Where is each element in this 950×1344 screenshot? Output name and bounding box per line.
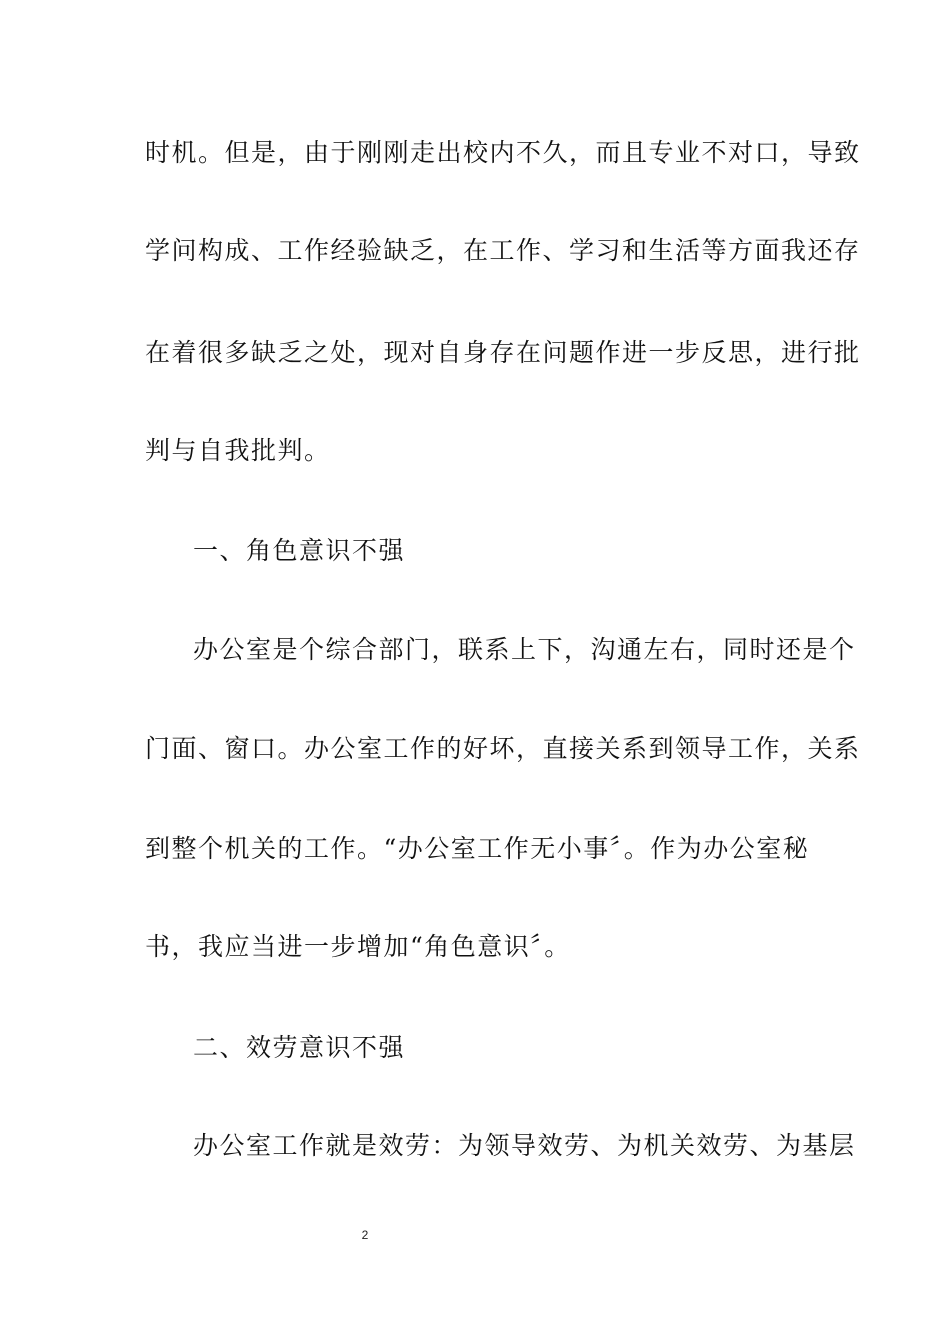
paragraph-line: 时机。但是，由于刚刚走出校内不久，而且专业不对口，导致 [145, 138, 861, 167]
paragraph-line: 判与自我批判。 [145, 436, 331, 465]
paragraph-line: 门面、窗口。办公室工作的好坏，直接关系到领导工作，关系 [145, 734, 861, 763]
section-heading: 二、效劳意识不强 [193, 1033, 406, 1062]
paragraph-line: 到整个机关的工作。“办公室工作无小事〞。作为办公室秘 [145, 834, 810, 863]
paragraph-line: 办公室是个综合部门，联系上下，沟通左右，同时还是个 [193, 635, 856, 664]
paragraph-line: 书，我应当进一步增加“角色意识〞。 [145, 932, 571, 961]
page-number: 2 [361, 1228, 369, 1242]
paragraph-line: 办公室工作就是效劳：为领导效劳、为机关效劳、为基层 [193, 1131, 856, 1160]
paragraph-line: 学问构成、工作经验缺乏，在工作、学习和生活等方面我还存 [145, 236, 861, 265]
section-heading: 一、角色意识不强 [193, 536, 406, 565]
paragraph-line: 在着很多缺乏之处，现对自身存在问题作进一步反思，进行批 [145, 338, 861, 367]
